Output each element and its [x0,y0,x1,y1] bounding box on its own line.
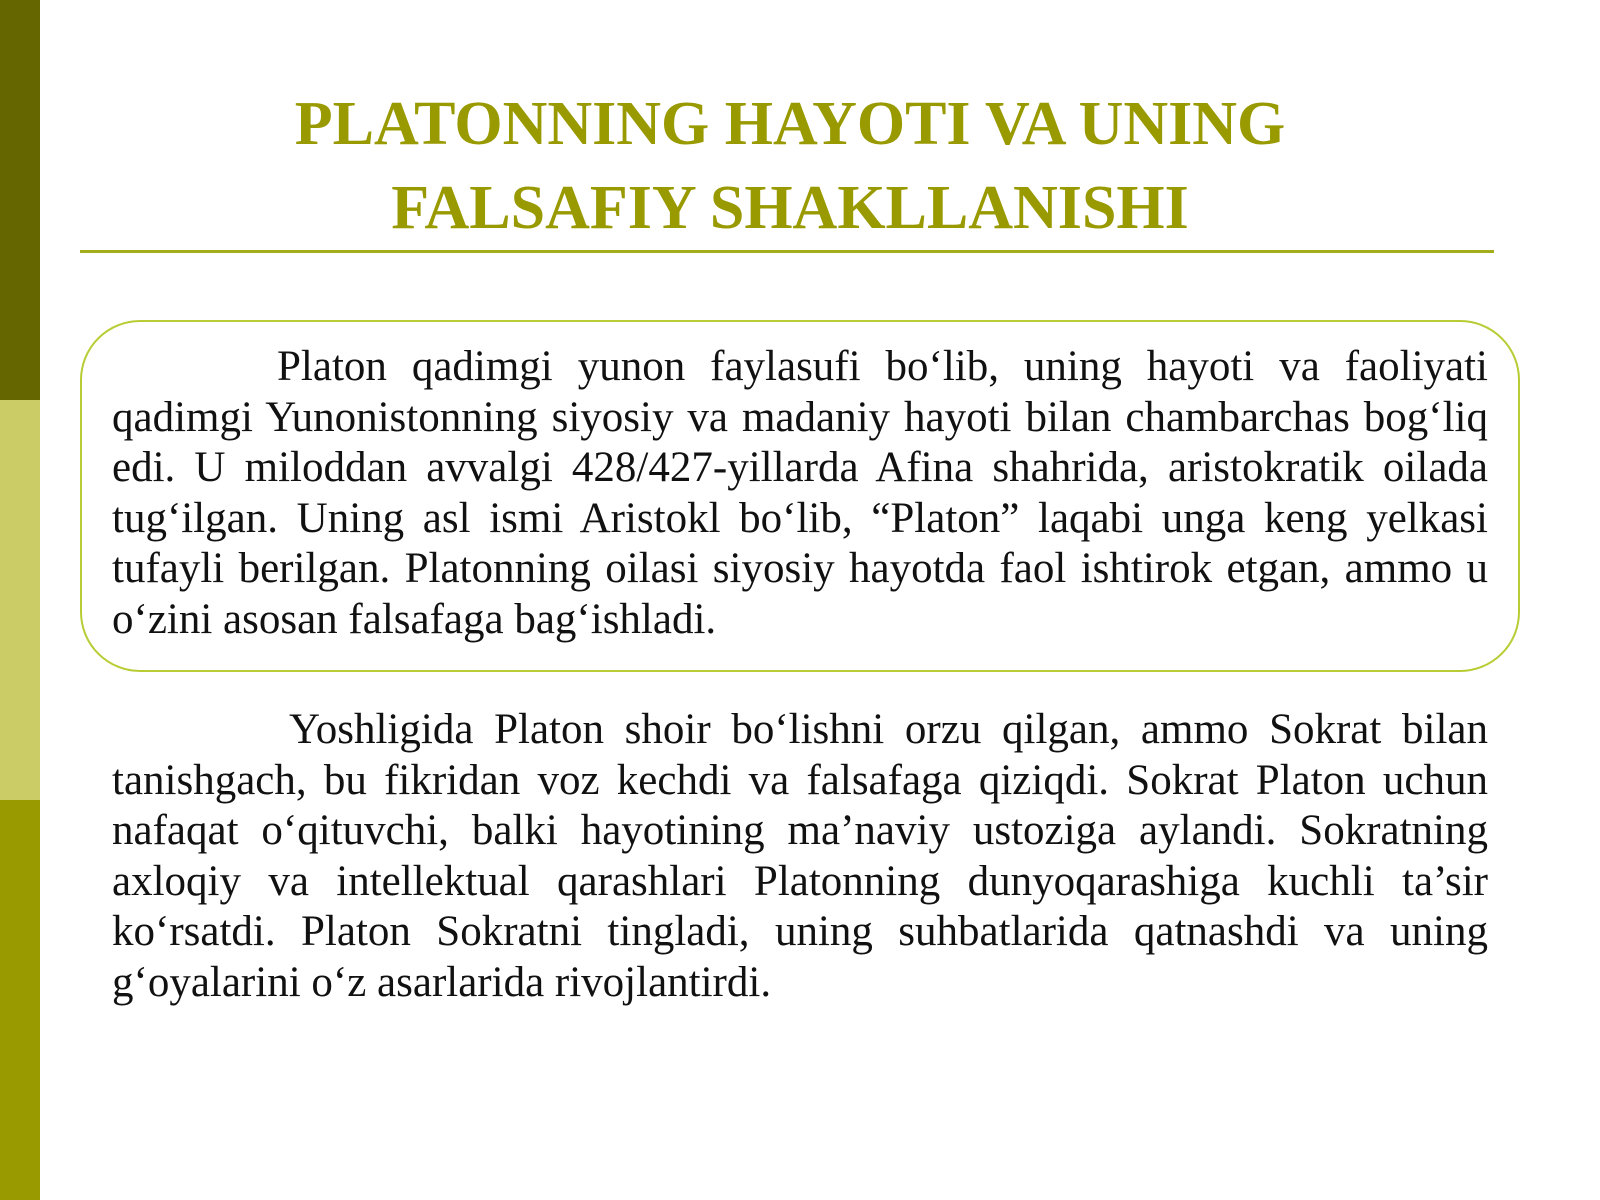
sidebar-stripe-top [0,0,40,400]
sidebar-stripe-middle [0,400,40,800]
slide-title-line-1: PLATONNING HAYOTI VA UNING [294,90,1286,158]
slide-title [80,82,1500,250]
paragraph-2: Yoshligida Platon shoir bo‘lishni orzu qilgan, ammo Sokrat bilan tanishgach, bu fikridan voz kechdi va falsafaga qiziqdi. Sokrat Platon uchun nafaqat o‘qituvchi, balki hayotining ma’naviy ustoziga aylandi. Sokratning axloqiy va intellektual qarashlari Platonning dunyoqarashiga kuchli ta’sir ko‘rsatdi. Platon Sokratni tingladi, uning suhbatlarida qatnashdi va uning g‘oyalarini o‘z asarlarida rivojlantirdi. [112,706,1488,1006]
paragraph-1: Platon qadimgi yunon faylasufi bo‘lib, uning hayoti va faoliyati qadimgi Yunonistonning siyosiy va madaniy hayoti bilan chambarchas bog‘liq edi. U miloddan avvalgi 428/427-yillarda Afina shahrida, aristokratik oilada tug‘ilgan. Uning asl ismi Aristokl bo‘lib, “Platon” laqabi unga keng yelkasi tufayli berilgan. Platonning oilasi siyosiy hayotda faol ishtirok etgan, ammo u o‘zini asosan falsafaga bag‘ishladi. [112,343,1488,643]
sidebar-stripe-bottom [0,800,40,1200]
title-divider [80,250,1494,253]
slide-title-line-2: FALSAFIY SHAKLLANISHI [391,174,1189,242]
